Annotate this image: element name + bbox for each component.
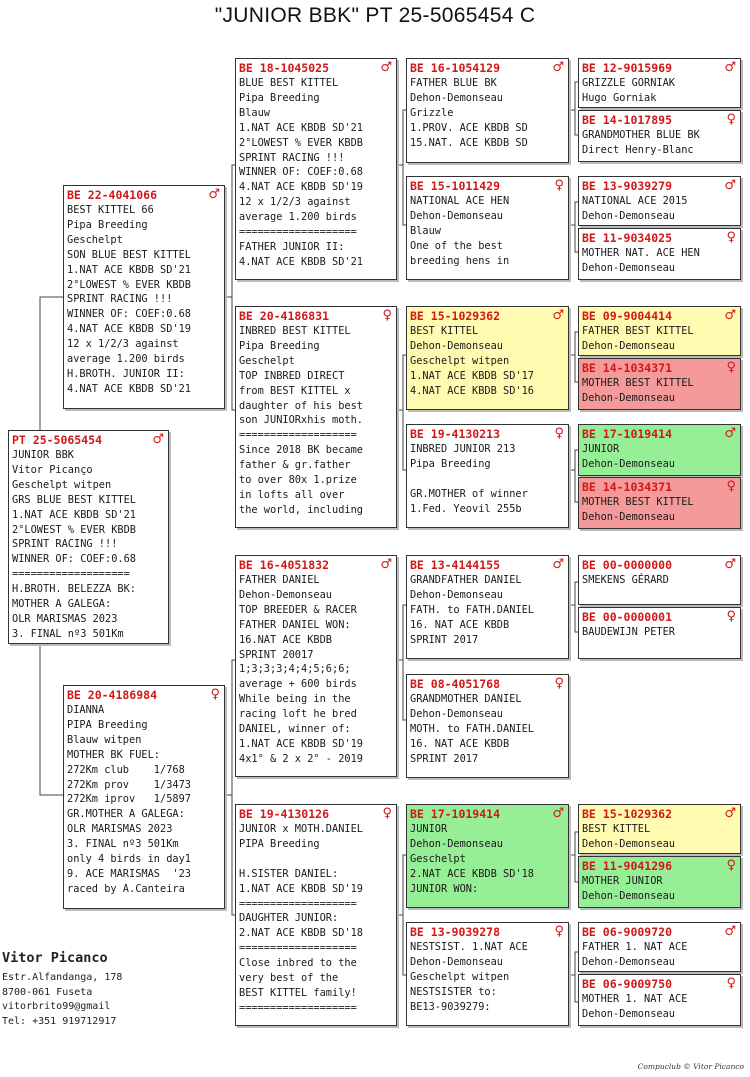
owner-phone-line: Tel: +351 919712917 [2, 1015, 117, 1027]
female-symbol-icon: ♀ [210, 687, 220, 702]
note-line: racing loft he bred [239, 708, 357, 721]
ring-number: BE 17-1019414 [582, 426, 673, 441]
note-line: NESTSIST. 1.NAT ACE [410, 941, 528, 953]
ring-number: BE 15-1029362 [410, 308, 501, 323]
note-line: MOTHER JUNIOR [582, 875, 663, 887]
note-line: BAUDEWIJN PETER [582, 626, 675, 638]
note-line: Since 2018 BK became [239, 444, 363, 457]
female-symbol-icon: ♀ [382, 806, 392, 821]
note-line: Dehon-Demonseau [582, 837, 675, 850]
gen4-card [578, 358, 741, 410]
note-line: 12 x 1/2/3 against [67, 338, 179, 351]
ring-number: BE 00-0000000 [582, 557, 673, 572]
note-line: Geschelpt witpen [410, 970, 510, 983]
gen3-card [406, 555, 569, 659]
ring-number: BE 16-4051832 [239, 557, 330, 572]
note-line: 1.NAT ACE KBDB SD'21 [67, 263, 191, 276]
note-line: SON BLUE BEST KITTEL [67, 248, 191, 261]
note-line: DANIEL, winner of: [239, 723, 351, 736]
note-line: Dehon-Demonseau [582, 457, 675, 470]
ring-number: BE 14-1034371 [582, 360, 673, 375]
gen3-card [406, 804, 569, 908]
pigeon-notes [579, 822, 740, 852]
female-symbol-icon: ♀ [726, 858, 736, 873]
male-symbol-icon: ♂ [208, 187, 220, 202]
note-line: Dehon-Demonseau [582, 510, 675, 523]
note-line: BE13-9039279: [410, 1000, 491, 1013]
ring-number: BE 19-4130213 [410, 426, 501, 441]
note-line: MOTHER BEST KITTEL [582, 496, 694, 508]
gen3-card [406, 424, 569, 528]
gen3-card [406, 306, 569, 410]
note-line: 2.NAT ACE KBDB SD'18 [239, 927, 363, 940]
note-line: One of the best [410, 239, 503, 252]
pigeon-notes [64, 203, 224, 397]
female-symbol-icon: ♀ [726, 230, 736, 245]
ring-number: BE 14-1034371 [582, 479, 673, 494]
owner-postcode-line: 8700-061 Fuseta [2, 986, 93, 998]
note-line: son JUNIORxhis moth. [239, 414, 363, 427]
female-symbol-icon: ♀ [382, 308, 392, 323]
pigeon-notes [579, 573, 740, 588]
note-line: Dehon-Demonseau [582, 391, 675, 404]
note-line: Dehon-Demonseau [410, 707, 503, 720]
note-line: 12 x 1/2/3 against [239, 196, 351, 209]
note-line: Dehon-Demonseau [582, 261, 675, 274]
note-line: Grizzle [410, 106, 454, 119]
note-line: FATHER DANIEL WON: [239, 618, 351, 631]
male-symbol-icon: ♂ [380, 557, 392, 572]
note-line: BLUE BEST KITTEL [239, 77, 339, 89]
note-line: 3. FINAL nº3 501Km [67, 838, 179, 851]
ring-number: BE 14-1017895 [582, 112, 673, 127]
note-line: FATHER DANIEL [239, 574, 320, 586]
note-line: Close inbred to the [239, 957, 357, 970]
ring-number: BE 19-4130126 [239, 806, 330, 821]
gen4-card [578, 607, 741, 659]
note-line: 4.NAT ACE KBDB SD'16 [410, 384, 534, 397]
note-line: DAUGHTER JUNIOR: [239, 912, 339, 925]
male-symbol-icon: ♂ [552, 806, 564, 821]
note-line: SPRINT RACING !!! [67, 293, 173, 306]
note-line: FATHER 1. NAT ACE [582, 941, 688, 953]
note-line: 16. NAT ACE KBDB [410, 618, 510, 631]
pigeon-notes [579, 128, 740, 158]
female-symbol-icon: ♀ [554, 178, 564, 193]
note-line: Blauw [410, 224, 441, 237]
note-line: INBRED JUNIOR 213 [410, 443, 516, 455]
gen4-card [578, 974, 741, 1026]
pigeon-notes [236, 76, 396, 270]
note-line: JUNIOR x MOTH.DANIEL [239, 823, 363, 835]
male-symbol-icon: ♂ [552, 557, 564, 572]
note-line: 272Km club 1/768 [67, 763, 185, 776]
note-line: 4x1° & 2 x 2° - 2019 [239, 752, 363, 765]
dam-dam-card [235, 804, 397, 1026]
pigeon-notes [407, 76, 568, 151]
pigeon-notes [579, 940, 740, 970]
note-line: =================== [239, 1001, 357, 1014]
ring-number: BE 15-1029362 [582, 806, 673, 821]
note-line [239, 852, 393, 867]
note-line: breeding hens in [410, 254, 510, 267]
male-symbol-icon: ♂ [552, 60, 564, 75]
note-line: Geschelpt [239, 354, 295, 367]
pigeon-notes [579, 442, 740, 472]
note-line: Blauw [239, 106, 270, 119]
note-line: 1.Fed. Yeovil 255b [410, 502, 522, 515]
note-line: GRS BLUE BEST KITTEL [12, 493, 136, 506]
note-line: FATHER JUNIOR II: [239, 240, 345, 253]
pigeon-notes [579, 874, 740, 904]
note-line [410, 472, 565, 487]
note-line: MOTHER A GALEGA: [12, 598, 112, 611]
note-line: PIPA Breeding [239, 837, 320, 850]
note-line: NESTSISTER to: [410, 985, 497, 998]
note-line: FATHER BEST KITTEL [582, 325, 694, 337]
note-line: JUNIOR [410, 823, 448, 835]
gen4-card [578, 804, 741, 854]
note-line: 4.NAT ACE KBDB SD'19 [239, 181, 363, 194]
note-line: PIPA Breeding [67, 718, 148, 731]
gen3-card [406, 674, 569, 778]
note-line: =================== [239, 429, 357, 442]
note-line: WINNER OF: COEF:0.68 [67, 308, 191, 321]
pigeon-notes [407, 442, 568, 517]
note-line: BEST KITTEL [410, 325, 479, 337]
note-line: 1.NAT ACE KBDB SD'21 [239, 121, 363, 134]
note-line: 1.NAT ACE KBDB SD'17 [410, 369, 534, 382]
note-line: from BEST KITTEL x [239, 384, 351, 397]
note-line: JUNIOR BBK [12, 449, 74, 461]
pigeon-notes [579, 194, 740, 224]
ring-number: BE 11-9041296 [582, 858, 673, 873]
gen3-card [406, 58, 569, 163]
note-line: TOP INBRED DIRECT [239, 369, 345, 382]
subject-card [8, 430, 169, 644]
female-symbol-icon: ♀ [554, 426, 564, 441]
pigeon-notes [579, 992, 740, 1022]
female-symbol-icon: ♀ [726, 112, 736, 127]
note-line: Dehon-Demonseau [582, 889, 675, 902]
note-line: 16.NAT ACE KBDB [239, 633, 332, 646]
gen4-card [578, 424, 741, 476]
note-line: BEST KITTEL 66 [67, 204, 154, 216]
note-line: Pipa Breeding [410, 457, 491, 470]
note-line: 9. ACE MARISMAS '23 [67, 867, 191, 880]
note-line: 272Km iprov 1/5897 [67, 793, 191, 806]
note-line: H.SISTER DANIEL: [239, 867, 339, 880]
pedigree-title: "JUNIOR BBK" PT 25-5065454 C [214, 4, 536, 27]
note-line: TOP BREEDER & RACER [239, 603, 357, 616]
ring-number: BE 13-9039278 [410, 924, 501, 939]
note-line: BEST KITTEL [582, 823, 651, 835]
note-line: Geschelpt witpen [12, 478, 112, 491]
note-line: Direct Henry-Blanc [582, 143, 694, 156]
gen4-card [578, 922, 741, 972]
note-line: only 4 birds in day1 [67, 853, 191, 866]
pigeon-notes [236, 573, 396, 767]
gen4-card [578, 856, 741, 908]
pigeon-notes [579, 246, 740, 276]
ring-number: BE 08-4051768 [410, 676, 501, 691]
note-line: JUNIOR [582, 443, 620, 455]
note-line: =================== [239, 897, 357, 910]
male-symbol-icon: ♂ [724, 178, 736, 193]
ring-number: BE 13-9039279 [582, 178, 673, 193]
sire-dam-card [235, 306, 397, 528]
note-line: MOTHER NAT. ACE HEN [582, 247, 700, 259]
note-line: INBRED BEST KITTEL [239, 325, 351, 337]
note-line: Pipa Breeding [67, 218, 148, 231]
ring-number: BE 11-9034025 [582, 230, 673, 245]
note-line: DIANNA [67, 704, 105, 716]
female-symbol-icon: ♀ [554, 924, 564, 939]
note-line: in lofts all over [239, 488, 345, 501]
note-line: SPRINT RACING !!! [239, 151, 345, 164]
note-line: JUNIOR WON: [410, 882, 479, 895]
note-line: Dehon-Demonseau [410, 91, 503, 104]
note-line: =================== [12, 568, 130, 581]
male-symbol-icon: ♂ [380, 60, 392, 75]
sire-card [63, 185, 225, 409]
note-line: SPRINT RACING !!! [12, 538, 118, 551]
pigeon-notes [579, 625, 740, 640]
male-symbol-icon: ♂ [552, 308, 564, 323]
note-line: 4.NAT ACE KBDB SD'19 [67, 323, 191, 336]
pigeon-notes [407, 940, 568, 1015]
note-line: the world, including [239, 503, 363, 516]
note-line: Dehon-Demonseau [410, 837, 503, 850]
note-line: GRANDMOTHER DANIEL [410, 693, 522, 705]
note-line: Dehon-Demonseau [410, 339, 503, 352]
note-line: daughter of his best [239, 399, 363, 412]
note-line: H.BROTH. JUNIOR II: [67, 367, 185, 380]
pigeon-notes [236, 324, 396, 518]
note-line: Blauw witpen [67, 733, 142, 746]
note-line: MOTH. to FATH.DANIEL [410, 722, 534, 735]
pigeon-notes [579, 76, 740, 106]
note-line: 3. FINAL nº3 501Km [12, 627, 124, 640]
pigeon-notes [407, 692, 568, 767]
sire-sire-card [235, 58, 397, 280]
pigeon-notes [407, 194, 568, 269]
note-line: 4.NAT ACE KBDB SD'21 [67, 382, 191, 395]
male-symbol-icon: ♂ [724, 806, 736, 821]
note-line: 16. NAT ACE KBDB [410, 737, 510, 750]
note-line: 1;3;3;3;4;4;5;6;6; [239, 663, 351, 676]
note-line: SPRINT 20017 [239, 648, 314, 661]
note-line: WINNER OF: COEF:0.68 [12, 553, 136, 566]
note-line: NATIONAL ACE HEN [410, 195, 510, 207]
ring-number: BE 06-9009750 [582, 976, 673, 991]
male-symbol-icon: ♂ [724, 924, 736, 939]
note-line: raced by A.Canteira [67, 882, 185, 895]
note-line: 1.NAT ACE KBDB SD'19 [239, 882, 363, 895]
note-line: Dehon-Demonseau [410, 955, 503, 968]
note-line: Dehon-Demonseau [582, 209, 675, 222]
female-symbol-icon: ♀ [726, 976, 736, 991]
note-line: SPRINT 2017 [410, 752, 479, 765]
note-line: GRANDFATHER DANIEL [410, 574, 522, 586]
note-line: =================== [239, 942, 357, 955]
ring-number: BE 20-4186984 [67, 687, 158, 702]
owner-name: Vitor Picanco [2, 950, 108, 966]
note-line: father & gr.father [239, 459, 351, 472]
note-line: MOTHER BK FUEL: [67, 748, 160, 761]
note-line: 4.NAT ACE KBDB SD'21 [239, 255, 363, 268]
male-symbol-icon: ♂ [724, 60, 736, 75]
owner-contact [2, 950, 122, 1029]
note-line: Dehon-Demonseau [582, 1007, 675, 1020]
note-line: Dehon-Demonseau [410, 209, 503, 222]
note-line: While being in the [239, 693, 351, 706]
note-line: Geschelpt [67, 233, 123, 246]
note-line: FATHER BLUE BK [410, 77, 497, 89]
software-credit: Compuclub © Vitor Picanco [637, 1062, 744, 1071]
note-line: average 1.200 birds [67, 353, 185, 366]
note-line: very best of the [239, 972, 339, 985]
male-symbol-icon: ♂ [724, 557, 736, 572]
note-line: 15.NAT. ACE KBDB SD [410, 136, 528, 149]
gen4-card [578, 58, 741, 108]
note-line: SPRINT 2017 [410, 633, 479, 646]
note-line: Pipa Breeding [239, 339, 320, 352]
note-line: FATH. to FATH.DANIEL [410, 603, 534, 616]
note-line: SMEKENS GÉRARD [582, 574, 669, 586]
pigeon-notes [407, 573, 568, 648]
ring-number: BE 20-4186831 [239, 308, 330, 323]
note-line: H.BROTH. BELEZZA BK: [12, 583, 136, 596]
male-symbol-icon: ♂ [724, 308, 736, 323]
note-line: 1.PROV. ACE KBDB SD [410, 121, 528, 134]
pigeon-notes [407, 324, 568, 399]
ring-number: BE 15-1011429 [410, 178, 501, 193]
dam-card [63, 685, 225, 909]
gen4-card [578, 306, 741, 356]
note-line: Vitor Picanço [12, 463, 93, 476]
note-line: GRANDMOTHER BLUE BK [582, 129, 700, 141]
pigeon-notes [64, 703, 224, 897]
gen4-card [578, 228, 741, 280]
male-symbol-icon: ♂ [152, 432, 164, 447]
note-line: GRIZZLE GORNIAK [582, 77, 675, 89]
note-line: Dehon-Demonseau [410, 588, 503, 601]
note-line: Geschelpt [410, 852, 466, 865]
note-line: NATIONAL ACE 2015 [582, 195, 688, 207]
gen4-card [578, 555, 741, 605]
note-line: MOTHER 1. NAT ACE [582, 993, 688, 1005]
gen3-card [406, 176, 569, 280]
dam-sire-card [235, 555, 397, 777]
note-line: WINNER OF: COEF:0.68 [239, 166, 363, 179]
pigeon-notes [236, 822, 396, 1016]
note-line: Dehon-Demonseau [239, 588, 332, 601]
note-line: BEST KITTEL family! [239, 986, 357, 999]
note-line: OLR MARISMAS 2023 [12, 612, 118, 625]
note-line: Hugo Gorniak [582, 91, 657, 104]
ring-number: BE 13-4144155 [410, 557, 501, 572]
owner-address-line: Estr.Alfandanga, 178 [2, 972, 123, 983]
note-line: Geschelpt witpen [410, 354, 510, 367]
gen4-card [578, 110, 741, 162]
female-symbol-icon: ♀ [726, 360, 736, 375]
pigeon-notes [579, 495, 740, 525]
ring-number: BE 06-9009720 [582, 924, 673, 939]
pigeon-notes [9, 448, 168, 642]
pigeon-notes [579, 324, 740, 354]
note-line: 2°LOWEST % EVER KBDB [12, 523, 136, 536]
ring-number: PT 25-5065454 [12, 432, 103, 447]
ring-number: BE 09-9004414 [582, 308, 673, 323]
note-line: MOTHER BEST KITTEL [582, 377, 694, 389]
ring-number: BE 00-0000001 [582, 609, 673, 624]
note-line: to over 80x 1.prize [239, 474, 357, 487]
note-line: 272Km prov 1/3473 [67, 778, 191, 791]
note-line: Dehon-Demonseau [582, 339, 675, 352]
pigeon-notes [579, 376, 740, 406]
ring-number: BE 17-1019414 [410, 806, 501, 821]
ring-number: BE 12-9015969 [582, 60, 673, 75]
note-line: OLR MARISMAS 2023 [67, 823, 173, 836]
ring-number: BE 22-4041066 [67, 187, 158, 202]
female-symbol-icon: ♀ [726, 609, 736, 624]
ring-number: BE 16-1054129 [410, 60, 501, 75]
note-line: 2°LOWEST % EVER KBDB [239, 136, 363, 149]
note-line: 2°LOWEST % EVER KBDB [67, 278, 191, 291]
pigeon-notes [407, 822, 568, 897]
note-line: average 1.200 birds [239, 211, 357, 224]
note-line: 1.NAT ACE KBDB SD'21 [12, 508, 136, 521]
note-line: Pipa Breeding [239, 91, 320, 104]
male-symbol-icon: ♂ [724, 426, 736, 441]
owner-email-line: vitorbrito99@gmail [2, 1001, 111, 1012]
female-symbol-icon: ♀ [554, 676, 564, 691]
note-line: Dehon-Demonseau [582, 955, 675, 968]
note-line: average + 600 birds [239, 678, 357, 691]
gen4-card [578, 477, 741, 529]
note-line: 2.NAT ACE KBDB SD'18 [410, 867, 534, 880]
note-line: GR.MOTHER A GALEGA: [67, 808, 185, 821]
ring-number: BE 18-1045025 [239, 60, 330, 75]
note-line: GR.MOTHER of winner [410, 487, 528, 500]
gen3-card [406, 922, 569, 1026]
female-symbol-icon: ♀ [726, 479, 736, 494]
note-line: 1.NAT ACE KBDB SD'19 [239, 737, 363, 750]
note-line: =================== [239, 226, 357, 239]
gen4-card [578, 176, 741, 226]
